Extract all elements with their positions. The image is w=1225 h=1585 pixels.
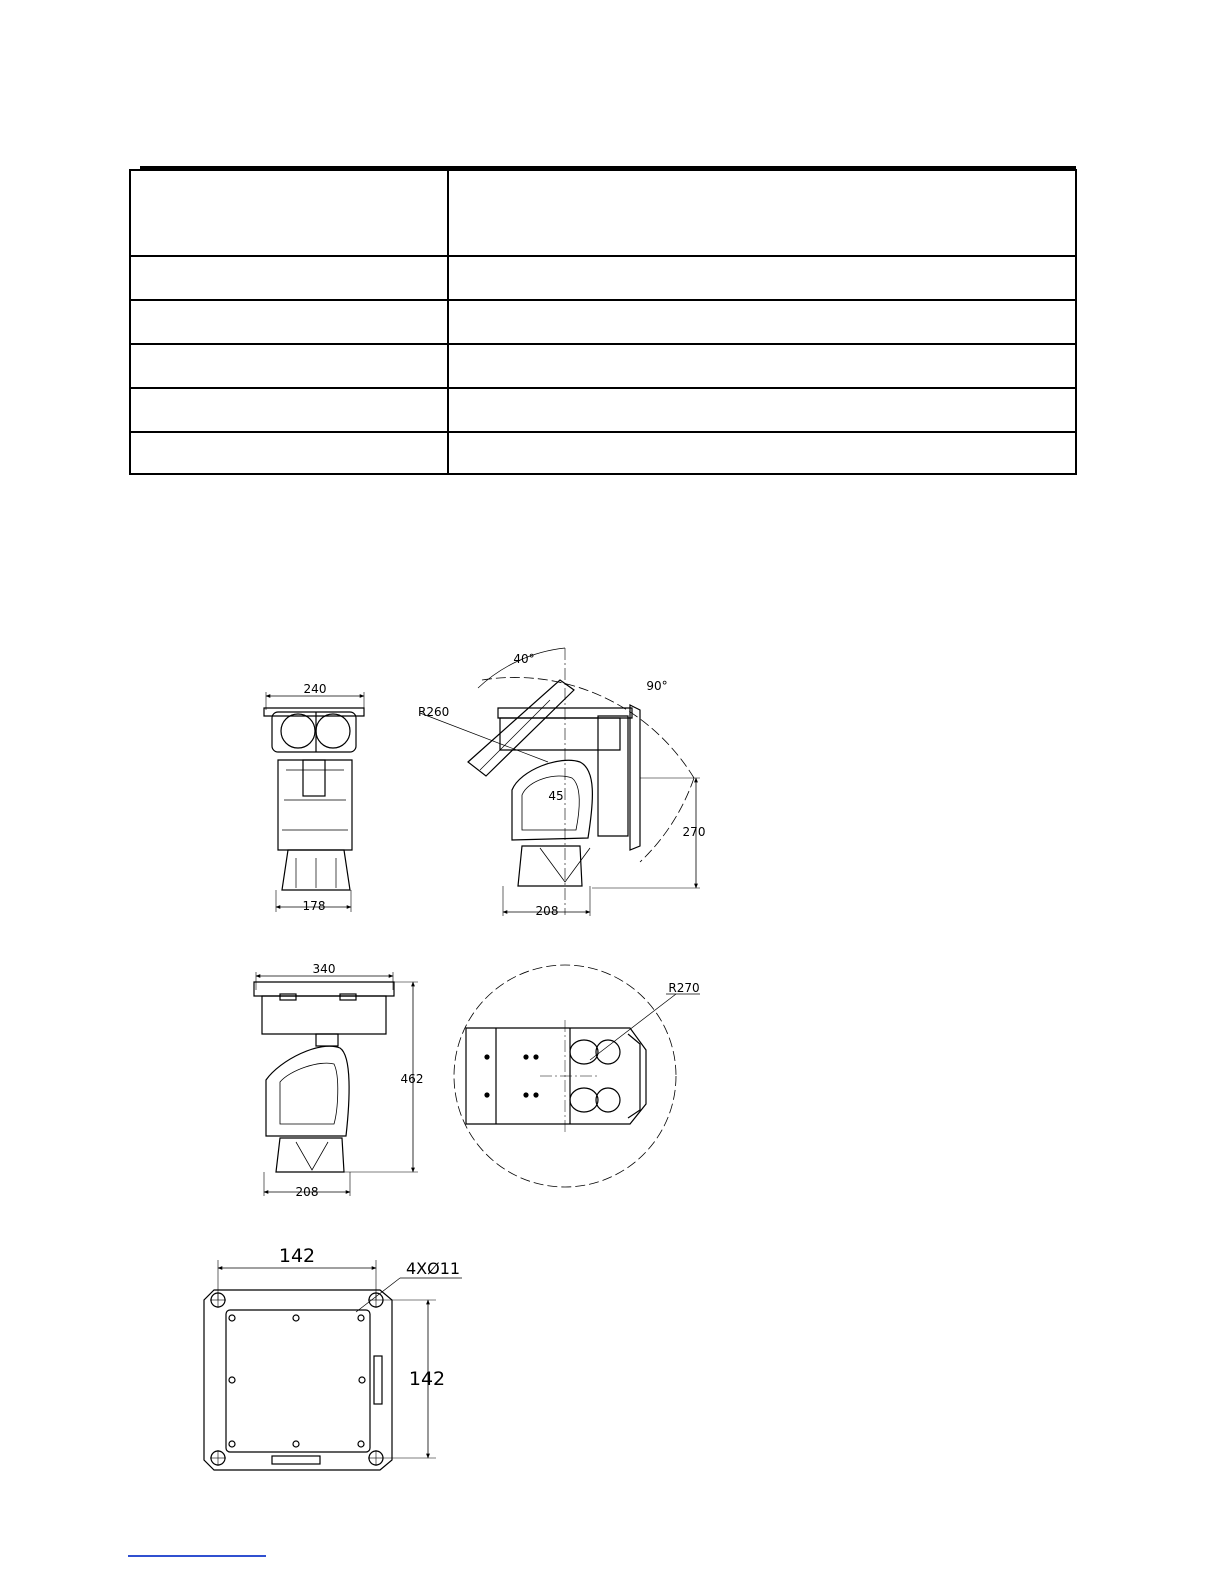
dim-front-top-width: 240: [303, 682, 327, 696]
dim-angle-side: 90°: [646, 679, 668, 693]
front-view-drawing: [264, 692, 364, 912]
dim-side-height: 270: [682, 825, 706, 839]
dim-radius-side: R260: [418, 705, 450, 719]
dim-side2-height: 462: [400, 1072, 424, 1086]
dim-radius-top: R270: [668, 981, 700, 995]
side-view-2-drawing: [254, 972, 418, 1196]
dim-angle-up: 40°: [513, 652, 535, 666]
dim-side2-top-width: 340: [312, 962, 336, 976]
dim-base-width: 142: [278, 1245, 316, 1267]
footer-link-underline[interactable]: [128, 1555, 266, 1557]
dim-base-height: 142: [408, 1368, 446, 1390]
base-plate-drawing: [204, 1260, 462, 1470]
dim-front-base-width: 178: [302, 899, 326, 913]
dim-inner-offset: 45: [548, 789, 564, 803]
dim-side2-base-width: 208: [295, 1185, 319, 1199]
top-view-drawing: [454, 965, 700, 1187]
dim-side-base-width: 208: [535, 904, 559, 918]
dim-hole-spec: 4XØ11: [406, 1259, 461, 1278]
